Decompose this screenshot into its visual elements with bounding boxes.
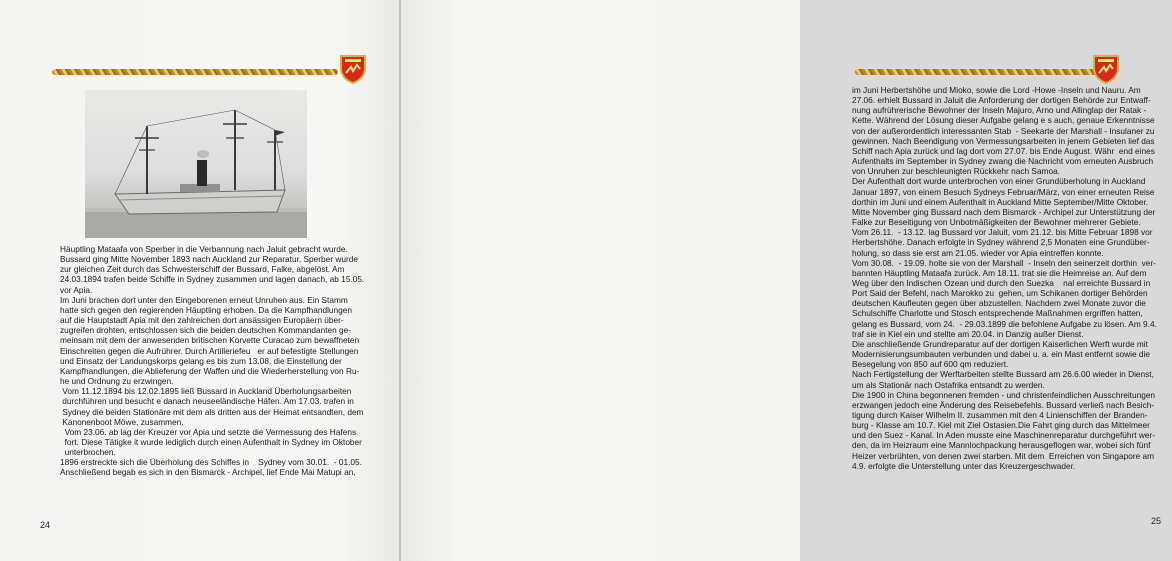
text-line: Häuptling Mataafa von Sperber in die Verbannung nach Jaluit gebracht wurde. — [60, 244, 348, 254]
text-line: traf sie in Kiel ein und stellte am 20.04. in Danzig außer Dienst. — [852, 328, 1084, 339]
text-line: Januar 1897, von einem Besuch Sydneys Februar/März, von einer erneuten Reise — [852, 186, 1155, 197]
text-line: holung, so dass sie erst am 21.05. wieder vor Apia eintreffen konnte. — [852, 247, 1104, 258]
text-line: burg - Klasse am 10.7. Kiel mit Ziel Ostasien.Die Fahrt ging durch das Mittelmeer — [852, 420, 1150, 431]
text-line: gelang es Bussard, vom 24. - 29.03.1899 die befohlene Aufgabe zu lösen. Am 9.4. — [852, 318, 1157, 329]
text-line: Der Aufenthalt dort wurde unterbrochen von einer Grundüberholung in Auckland — [852, 176, 1146, 187]
text-line: im Juni Herbertshöhe und Mioko, sowie die Lord -Howe -Inseln und Nauru. Am — [852, 85, 1141, 95]
text-line: Weg über den Indischen Ozean und durch den Suezka nal erreichte Bussard in — [852, 277, 1151, 288]
left-body-text — [60, 244, 380, 478]
text-line: Besegelung von 850 auf 600 qm reduziert. — [852, 359, 1009, 370]
text-line: nung aufrührerische Bewohner der Inseln Majuro, Arno und Allinglap der Ratak - — [852, 105, 1147, 116]
rope-divider — [855, 69, 1117, 75]
text-line: unterbrochen. — [60, 447, 116, 458]
text-line: 1896 erstreckte sich die Überholung des Schiffes in Sydney vom 30.01. - 01.05. — [60, 457, 362, 468]
text-line: hatte sich gegen den regierenden Häuptling erhoben. Da die Kampfhandlungen — [60, 304, 352, 315]
crest-icon — [1091, 52, 1121, 86]
rope-divider — [52, 69, 338, 75]
text-line: Im Juni brachen dort unter den Eingeborenen erneut Unruhen aus. Ein Stamm — [60, 294, 348, 305]
right-page — [401, 0, 1162, 561]
ship-photo — [85, 90, 307, 238]
text-line: deutschen Kaufleuten gegen über abzustellen. Nachdem zwei Monate zuvor die — [852, 298, 1146, 309]
text-line: bannten Häuptling Mataafa zurück. Am 18.11. trat sie die Heimreise an. Auf dem — [852, 267, 1147, 278]
text-line: 4.9. erfolgte die Unterstellung unter das Kreuzergeschwader. — [852, 460, 1076, 471]
text-line: zur gleichen Zeit durch das Schwesterschiff der Bussard, Falke, abgelöst. Am — [60, 264, 345, 275]
text-line: Mitte November ging Bussard nach dem Bismarck - Archipel zur Unterstützung der — [852, 206, 1156, 217]
text-line: 24.03.1894 trafen beide Schiffe in Sydney zusammen und lagen danach, ab 15.05. — [60, 274, 365, 285]
text-line: von der außerordentlich interessanten Stab - Seekarte der Marshall - Insulaner zu — [852, 125, 1155, 136]
right-body-text — [852, 85, 1172, 471]
text-line: Nach Fertigstellung der Werftarbeiten stellte Bussard am 26.6.00 wieder in Dienst, — [852, 369, 1154, 380]
left-page — [0, 0, 399, 561]
text-line: zugreifen drohten, entschlossen sich die beiden deutschen Kommandanten ge- — [60, 325, 352, 336]
text-line: 27.06. erhielt Bussard in Jaluit die Anforderung der dortigen Behörde zur Entwaff- — [852, 95, 1151, 106]
text-line: Sydney die beiden Stationäre mit dem als dritten aus der Heimat entsandten, dem — [60, 406, 364, 417]
text-line: fort. Diese Tätigke it wurde lediglich durch einen Aufenthalt in Sydney im Oktober — [60, 436, 362, 447]
text-line: erzwangen jedoch eine Änderung des Reisebefehls. Bussard verließ nach Besich- — [852, 399, 1155, 410]
text-line: dorthin im Juni und einem Aufenthalt in Auckland Mitte September/Mitte Oktober. — [852, 196, 1149, 207]
text-line: Modernisierungsumbauten verbunden und dabei u. a. ein Mast entfernt sowie die — [852, 349, 1150, 360]
text-line: Aufenthalts im September in Sydney zwang die Nachricht vom erneuten Ausbruch — [852, 156, 1154, 167]
text-line: vor Apia. — [60, 284, 93, 295]
text-line: Port Said der Befehl, nach Marokko zu gehen, um Schikanen dortiger Behörden — [852, 288, 1148, 299]
text-line: meinsam mit dem der anwesenden britischen Korvette Curacao zum bewaffneten — [60, 335, 360, 346]
text-line: Schulschiffe Charlotte und Stosch entsprechende Maßnahmen ergriffen hatten, — [852, 308, 1143, 319]
text-line: Einschreiten gegen die Aufrührer. Durch Artilleriefeu er auf befestigte Stellungen — [60, 345, 359, 356]
text-line: Herbertshöhe. Danach erfolgte in Sydney während 2,5 Monaten eine Grundüber- — [852, 237, 1150, 248]
text-line: Schiff nach Apia zurück und lag dort vom 27.07. bis Ende August. Währ end eines — [852, 145, 1155, 156]
text-line: auf die Hauptstadt Apia mit den zahlreichen dort ansässigen Europäern über- — [60, 315, 344, 326]
text-line: Anschließend begab es sich in den Bismarck - Archipel, lief Ende Mai Matupi an, — [60, 467, 356, 478]
text-line: Vom 23.06. ab lag der Kreuzer vor Apia und setzte die Vermessung des Hafens — [60, 426, 357, 437]
text-line: Kette. Während der Lösung dieser Aufgabe gelang e s auch, genaue Erkenntnisse — [852, 115, 1155, 126]
text-line: um als Stationär nach Ostafrika entsandt zu werden. — [852, 379, 1045, 390]
crest-icon — [338, 52, 368, 86]
page-number-left: 24 — [40, 520, 51, 530]
text-line: den, da im Heizraum eine Mannlochpackung herausgeflogen war, wobei sich fünf — [852, 440, 1151, 451]
text-line: gewinnen. Nach Beendigung von Vermessungsarbeiten in jenem Gebieten lief das — [852, 135, 1155, 146]
text-line: Falke zur Beseitigung von Unbotmäßigkeiten der Bewohner mehrerer Gebiete. — [852, 217, 1141, 228]
text-line: he und Ordnung zu erzwingen. — [60, 376, 174, 387]
text-line: und Einsatz der Landungskorps gelang es bis zum 13.08. die Einstellung der — [60, 355, 342, 366]
text-line: tigung durch Kaiser Wilhelm II. zusammen mit den 4 Linienschiffen der Branden- — [852, 410, 1148, 420]
text-line: Vom 30.08. - 19.09. holte sie von der Marshall - Inseln den seinerzeit dorthin ver- — [852, 257, 1156, 268]
text-line: Kanonenboot Möwe, zusammen. — [60, 416, 184, 427]
text-line: und den Suez - Kanal. In Aden musste eine Maschinenreparatur durchgeführt wer- — [852, 430, 1156, 441]
page-number-right: 25 — [1151, 516, 1162, 526]
text-line: von Unruhen zur beschleunigten Rückkehr nach Samoa. — [852, 166, 1061, 177]
text-line: Bussard ging Mitte November 1893 nach Auckland zur Reparatur, Sperber wurde — [60, 254, 358, 265]
text-line: Kampfhandlungen, die Ablieferung der Waffen und die Wiederherstellung von Ru- — [60, 365, 360, 376]
text-line: Die anschließende Grundreparatur auf der dortigen Kaiserlichen Werft wurde mit — [852, 338, 1148, 349]
text-line: Heizer verbrühten, von denen zwei starben. Mit dem Erreichen von Singapore am — [852, 450, 1155, 461]
text-line: durchführen und besucht e danach neuseeländische Häfen. Am 17.03. trafen in — [60, 396, 354, 407]
text-line: Vom 11.12.1894 bis 12.02.1895 ließ Bussard in Auckland Überholungsarbeiten — [60, 386, 352, 397]
text-line: Vom 26.11. - 13.12. lag Bussard vor Jaluit, vom 21.12. bis Mitte Februar 1898 vor — [852, 227, 1153, 238]
text-line: Die 1900 in China begonnenen fremden - und christenfeindlichen Ausschreitungen — [852, 389, 1156, 400]
